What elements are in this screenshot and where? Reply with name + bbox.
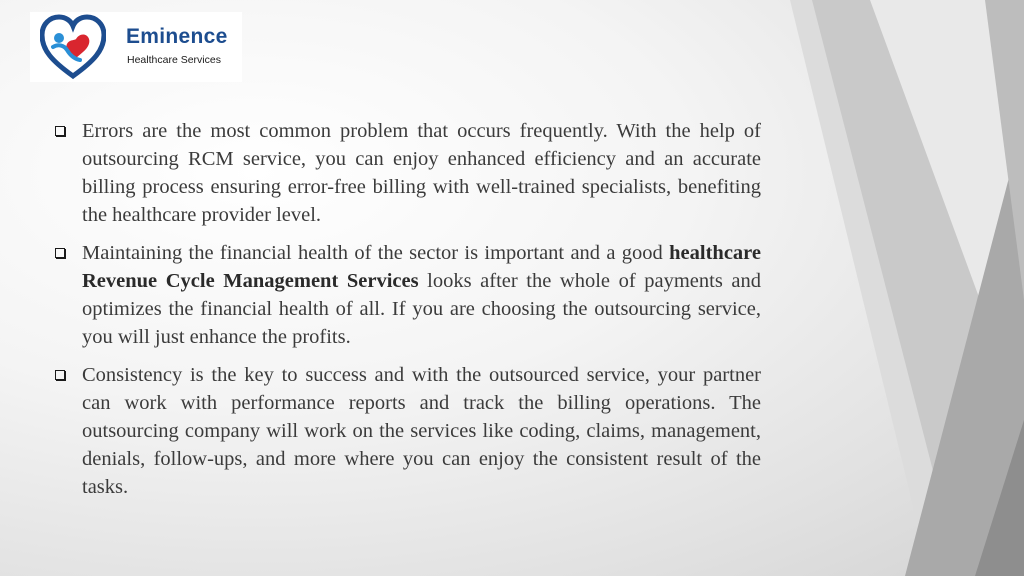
list-item	[55, 239, 761, 351]
bullet-text	[82, 239, 761, 351]
gray-panel-back	[790, 0, 1024, 576]
bullet-text: Consistency is the key to success and with the outsourced service, your partner can work with performance reports and track the billing operations. The outsourcing company will work on the services like coding, claims, management, denials, follow-ups, and more where you can enjoy the consistent result of the tasks.	[82, 364, 761, 498]
gray-panel-dark	[905, 120, 1024, 576]
bullet-text: Errors are the most common problem that occurs frequently. With the help of outsourcing RCM service, you can enjoy enhanced efficiency and an accurate billing process ensuring error-free billing with well-trained specialists, benefiting the healthcare provider level.	[82, 120, 761, 226]
list-item	[55, 361, 761, 501]
hollow-square-icon	[55, 248, 65, 258]
bullet-list	[55, 117, 761, 511]
bullet-text-after: looks after the whole of payments and optimizes the financial health of all. If you are choosing the outsourcing service, you will just enhance the profits.	[82, 270, 762, 348]
list-item	[55, 117, 761, 229]
gray-panel-bottom	[975, 420, 1024, 576]
gray-panel-mid	[812, 0, 1024, 576]
gray-panel-edge	[985, 0, 1024, 300]
logo-title: Eminence	[126, 25, 228, 48]
hollow-square-icon	[55, 370, 65, 380]
logo	[30, 12, 242, 82]
bullet-text-before: Maintaining the financial health of the sector is important and a good	[82, 242, 670, 264]
logo-subtitle: Healthcare Services	[127, 54, 221, 66]
gray-panel-light	[870, 0, 1024, 420]
bullet-text-bold: healthcare Revenue Cycle Management Services	[82, 242, 761, 292]
heart-hands-logo-icon	[40, 14, 106, 80]
hollow-square-icon	[55, 126, 65, 136]
